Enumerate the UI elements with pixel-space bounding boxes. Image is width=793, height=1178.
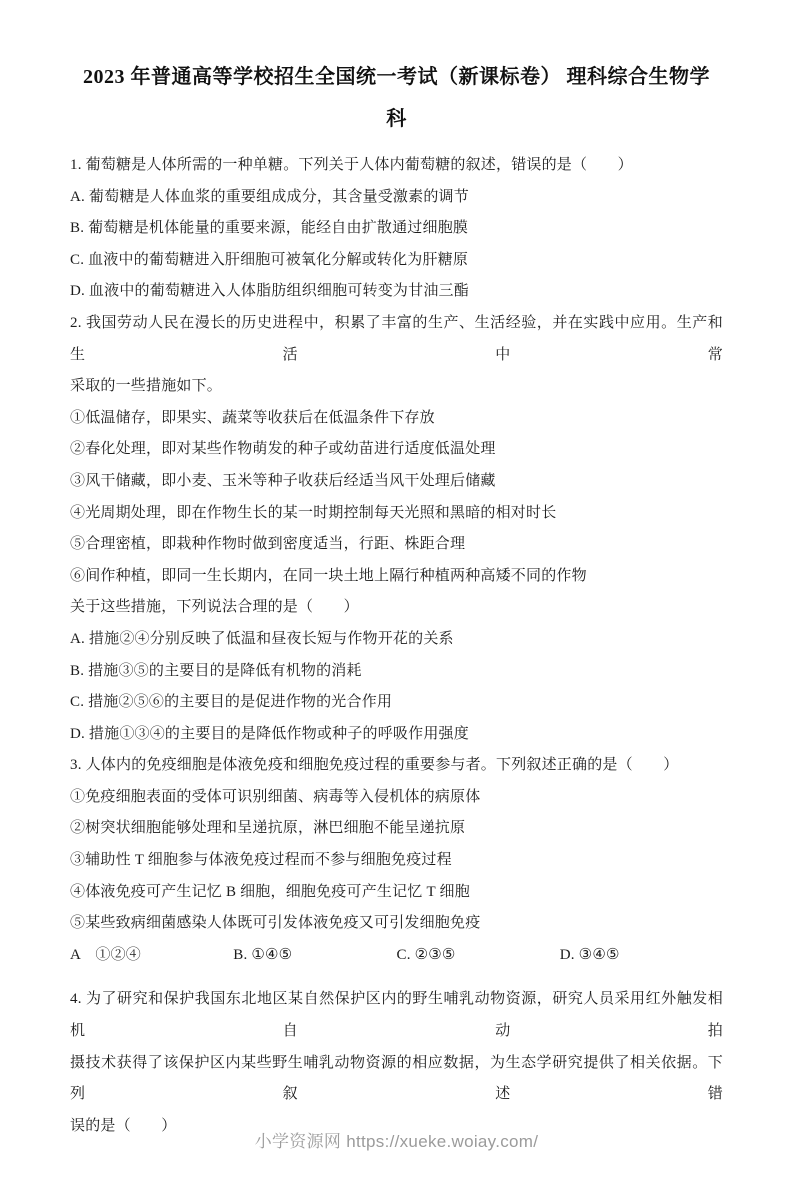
exam-page [0,56,793,1178]
exam-title [56,56,737,140]
question-4-stem-line-2: 摄技术获得了该保护区内某些野生哺乳动物资源的相应数据，为生态学研究提供了相关依据。下列叙述错 [70,1054,723,1103]
question-2-measure-1: ①低温储存，即果实、蔬菜等收获后在低温条件下存放 [70,409,435,426]
question-1-option-d: D. 血液中的葡萄糖进入人体脂肪组织细胞可转变为甘油三酯 [70,283,469,300]
question-2-option-c: C. 措施②⑤⑥的主要目的是促进作物的光合作用 [70,694,393,711]
question-2 [70,308,723,750]
question-2-measure-5: ⑤合理密植，即栽种作物时做到密度适当，行距、株距合理 [70,536,466,553]
question-1-option-b: B. 葡萄糖是机体能量的重要来源，能经自由扩散通过细胞膜 [70,220,469,237]
question-1 [70,150,723,308]
question-2-option-b: B. 措施③⑤的主要目的是降低有机物的消耗 [70,662,362,679]
question-3-option-c: C. ②③⑤ [396,946,456,963]
question-2-prompt: 关于这些措施，下列说法合理的是（ ） [70,599,359,616]
footer-watermark: 小学资源网 https://xueke.woiay.com/ [254,1132,539,1151]
question-3-option-d: D. ③④⑤ [559,946,620,963]
question-3-option-a: A ①②④ [70,946,142,963]
exam-title-line-2: 科 [386,108,407,130]
question-3-item-2: ②树突状细胞能够处理和呈递抗原，淋巴细胞不能呈递抗原 [70,820,466,837]
question-4-stem-line-1: 4. 为了研究和保护我国东北地区某自然保护区内的野生哺乳动物资源，研究人员采用红外触发相机自动拍 [70,991,723,1040]
question-2-measure-3: ③风干储藏，即小麦、玉米等种子收获后经适当风干处理后储藏 [70,472,496,489]
question-3-item-4: ④体液免疫可产生记忆 B 细胞，细胞免疫可产生记忆 T 细胞 [70,883,470,900]
question-4 [70,984,723,1142]
question-1-stem: 1. 葡萄糖是人体所需的一种单糖。下列关于人体内葡萄糖的叙述，错误的是（ ） [70,157,633,173]
question-1-option-c: C. 血液中的葡萄糖进入肝细胞可被氧化分解或转化为肝糖原 [70,251,469,268]
question-3-stem: 3. 人体内的免疫细胞是体液免疫和细胞免疫过程的重要参与者。下列叙述正确的是（ ） [70,757,679,774]
question-3-options-row [70,940,723,972]
exam-title-line-1: 2023 年普通高等学校招生全国统一考试（新课标卷） 理科综合生物学 [83,66,710,88]
question-3 [70,750,723,971]
question-2-measure-6: ⑥间作种植，即同一生长期内，在同一块土地上隔行种植两种高矮不同的作物 [70,567,587,584]
question-3-option-b: B. ①④⑤ [233,946,293,963]
question-3-item-5: ⑤某些致病细菌感染人体既可引发体液免疫又可引发细胞免疫 [70,915,481,932]
question-2-stem-line-2: 采取的一些措施如下。 [70,378,223,395]
question-2-stem-line-1: 2. 我国劳动人民在漫长的历史进程中，积累了丰富的生产、生活经验，并在实践中应用。生产和生活中常 [70,314,723,363]
question-3-item-1: ①免疫细胞表面的受体可识别细菌、病毒等入侵机体的病原体 [70,788,481,805]
question-2-measure-4: ④光周期处理，即在作物生长的某一时期控制每天光照和黑暗的相对时长 [70,504,557,521]
question-2-option-a: A. 措施②④分别反映了低温和昼夜长短与作物开花的关系 [70,630,454,647]
question-2-option-d: D. 措施①③④的主要目的是降低作物或种子的呼吸作用强度 [70,725,469,742]
question-4-stem-line-3: 误的是（ ） [70,1117,177,1134]
question-3-item-3: ③辅助性 T 细胞参与体液免疫过程而不参与细胞免疫过程 [70,852,452,869]
question-2-measure-2: ②春化处理，即对某些作物萌发的种子或幼苗进行适度低温处理 [70,441,496,458]
exam-body [70,150,723,1142]
question-1-option-a: A. 葡萄糖是人体血浆的重要组成成分，其含量受激素的调节 [70,188,469,205]
